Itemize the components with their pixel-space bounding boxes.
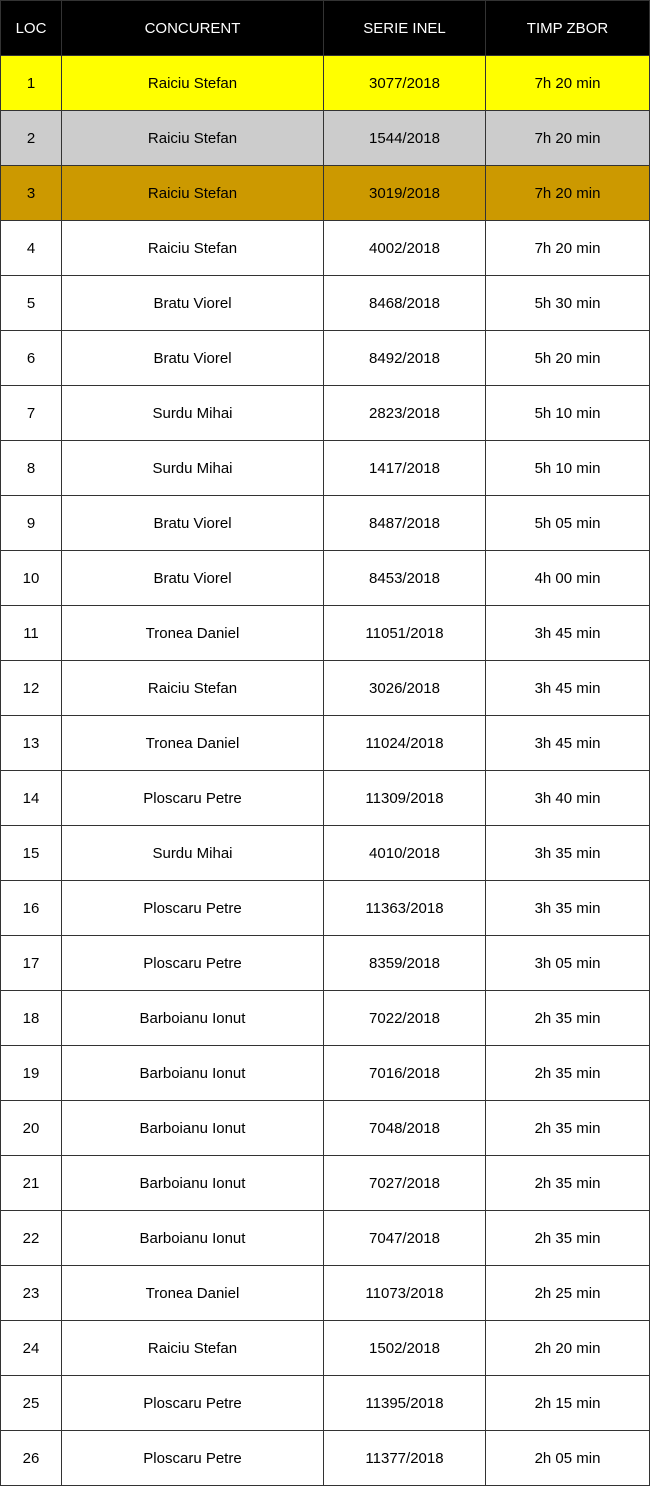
cell-timp-zbor: 2h 35 min [486,991,650,1046]
table-header [1,1,650,56]
table-row [1,331,650,386]
cell-concurent: Raiciu Stefan [62,56,324,111]
cell-loc: 10 [1,551,62,606]
cell-timp-zbor: 2h 35 min [486,1101,650,1156]
cell-concurent: Bratu Viorel [62,276,324,331]
cell-timp-zbor: 5h 30 min [486,276,650,331]
table-row [1,441,650,496]
cell-serie-inel: 8487/2018 [324,496,486,551]
cell-serie-inel: 2823/2018 [324,386,486,441]
table-row [1,1101,650,1156]
table-row [1,881,650,936]
header-row [1,1,650,56]
cell-timp-zbor: 2h 35 min [486,1156,650,1211]
cell-timp-zbor: 2h 35 min [486,1211,650,1266]
cell-serie-inel: 7022/2018 [324,991,486,1046]
table-row [1,166,650,221]
cell-serie-inel: 3077/2018 [324,56,486,111]
table-row [1,276,650,331]
cell-loc: 5 [1,276,62,331]
cell-concurent: Bratu Viorel [62,331,324,386]
cell-concurent: Barboianu Ionut [62,1156,324,1211]
cell-timp-zbor: 2h 15 min [486,1376,650,1431]
cell-loc: 1 [1,56,62,111]
cell-serie-inel: 7027/2018 [324,1156,486,1211]
table-row [1,1321,650,1376]
cell-serie-inel: 7047/2018 [324,1211,486,1266]
cell-loc: 11 [1,606,62,661]
cell-serie-inel: 8359/2018 [324,936,486,991]
cell-concurent: Barboianu Ionut [62,1211,324,1266]
cell-serie-inel: 1502/2018 [324,1321,486,1376]
cell-concurent: Ploscaru Petre [62,936,324,991]
cell-loc: 3 [1,166,62,221]
header-timp-zbor: TIMP ZBOR [486,1,650,56]
cell-concurent: Surdu Mihai [62,386,324,441]
table-row [1,826,650,881]
cell-concurent: Barboianu Ionut [62,1046,324,1101]
cell-timp-zbor: 5h 05 min [486,496,650,551]
table-row [1,551,650,606]
cell-concurent: Tronea Daniel [62,1266,324,1321]
table-row [1,56,650,111]
cell-serie-inel: 3019/2018 [324,166,486,221]
cell-loc: 19 [1,1046,62,1101]
cell-concurent: Ploscaru Petre [62,1431,324,1486]
cell-loc: 6 [1,331,62,386]
cell-timp-zbor: 5h 20 min [486,331,650,386]
cell-concurent: Bratu Viorel [62,551,324,606]
header-serie-inel: SERIE INEL [324,1,486,56]
cell-loc: 26 [1,1431,62,1486]
cell-loc: 2 [1,111,62,166]
cell-serie-inel: 11395/2018 [324,1376,486,1431]
cell-timp-zbor: 3h 35 min [486,826,650,881]
cell-serie-inel: 1544/2018 [324,111,486,166]
cell-concurent: Tronea Daniel [62,606,324,661]
cell-serie-inel: 11073/2018 [324,1266,486,1321]
cell-serie-inel: 11024/2018 [324,716,486,771]
table-row [1,386,650,441]
cell-serie-inel: 7016/2018 [324,1046,486,1101]
table-row [1,1431,650,1486]
cell-timp-zbor: 4h 00 min [486,551,650,606]
cell-serie-inel: 11051/2018 [324,606,486,661]
cell-serie-inel: 3026/2018 [324,661,486,716]
table-row [1,1211,650,1266]
table-row [1,661,650,716]
cell-timp-zbor: 5h 10 min [486,386,650,441]
table-row [1,1046,650,1101]
cell-timp-zbor: 2h 25 min [486,1266,650,1321]
table-row [1,221,650,276]
cell-timp-zbor: 3h 45 min [486,606,650,661]
table-row [1,606,650,661]
cell-concurent: Ploscaru Petre [62,1376,324,1431]
cell-serie-inel: 8453/2018 [324,551,486,606]
cell-serie-inel: 11309/2018 [324,771,486,826]
table-row [1,936,650,991]
cell-concurent: Tronea Daniel [62,716,324,771]
cell-serie-inel: 1417/2018 [324,441,486,496]
cell-timp-zbor: 7h 20 min [486,166,650,221]
cell-serie-inel: 8492/2018 [324,331,486,386]
cell-timp-zbor: 3h 45 min [486,716,650,771]
cell-loc: 20 [1,1101,62,1156]
cell-timp-zbor: 2h 35 min [486,1046,650,1101]
cell-loc: 9 [1,496,62,551]
cell-serie-inel: 7048/2018 [324,1101,486,1156]
table-row [1,1266,650,1321]
cell-loc: 13 [1,716,62,771]
table-row [1,716,650,771]
table-row [1,1156,650,1211]
cell-loc: 14 [1,771,62,826]
cell-timp-zbor: 3h 45 min [486,661,650,716]
cell-loc: 12 [1,661,62,716]
table-body [1,56,650,1486]
cell-timp-zbor: 3h 35 min [486,881,650,936]
header-loc: LOC [1,1,62,56]
table-row [1,771,650,826]
cell-concurent: Ploscaru Petre [62,771,324,826]
cell-loc: 24 [1,1321,62,1376]
table-row [1,1376,650,1431]
cell-timp-zbor: 2h 20 min [486,1321,650,1376]
cell-loc: 15 [1,826,62,881]
cell-concurent: Surdu Mihai [62,441,324,496]
cell-timp-zbor: 7h 20 min [486,221,650,276]
cell-concurent: Surdu Mihai [62,826,324,881]
cell-serie-inel: 11377/2018 [324,1431,486,1486]
cell-loc: 22 [1,1211,62,1266]
cell-timp-zbor: 2h 05 min [486,1431,650,1486]
cell-loc: 25 [1,1376,62,1431]
cell-timp-zbor: 3h 05 min [486,936,650,991]
cell-concurent: Barboianu Ionut [62,1101,324,1156]
table-row [1,496,650,551]
cell-loc: 8 [1,441,62,496]
header-concurent: CONCURENT [62,1,324,56]
cell-concurent: Raiciu Stefan [62,1321,324,1376]
cell-serie-inel: 8468/2018 [324,276,486,331]
cell-loc: 21 [1,1156,62,1211]
cell-concurent: Raiciu Stefan [62,166,324,221]
cell-serie-inel: 4002/2018 [324,221,486,276]
cell-timp-zbor: 7h 20 min [486,111,650,166]
cell-loc: 18 [1,991,62,1046]
cell-loc: 17 [1,936,62,991]
cell-loc: 23 [1,1266,62,1321]
cell-serie-inel: 4010/2018 [324,826,486,881]
table-row [1,991,650,1046]
cell-timp-zbor: 3h 40 min [486,771,650,826]
cell-serie-inel: 11363/2018 [324,881,486,936]
cell-timp-zbor: 7h 20 min [486,56,650,111]
cell-concurent: Ploscaru Petre [62,881,324,936]
cell-concurent: Raiciu Stefan [62,661,324,716]
table-row [1,111,650,166]
cell-timp-zbor: 5h 10 min [486,441,650,496]
cell-loc: 16 [1,881,62,936]
cell-concurent: Bratu Viorel [62,496,324,551]
cell-concurent: Barboianu Ionut [62,991,324,1046]
cell-concurent: Raiciu Stefan [62,221,324,276]
cell-concurent: Raiciu Stefan [62,111,324,166]
cell-loc: 4 [1,221,62,276]
cell-loc: 7 [1,386,62,441]
